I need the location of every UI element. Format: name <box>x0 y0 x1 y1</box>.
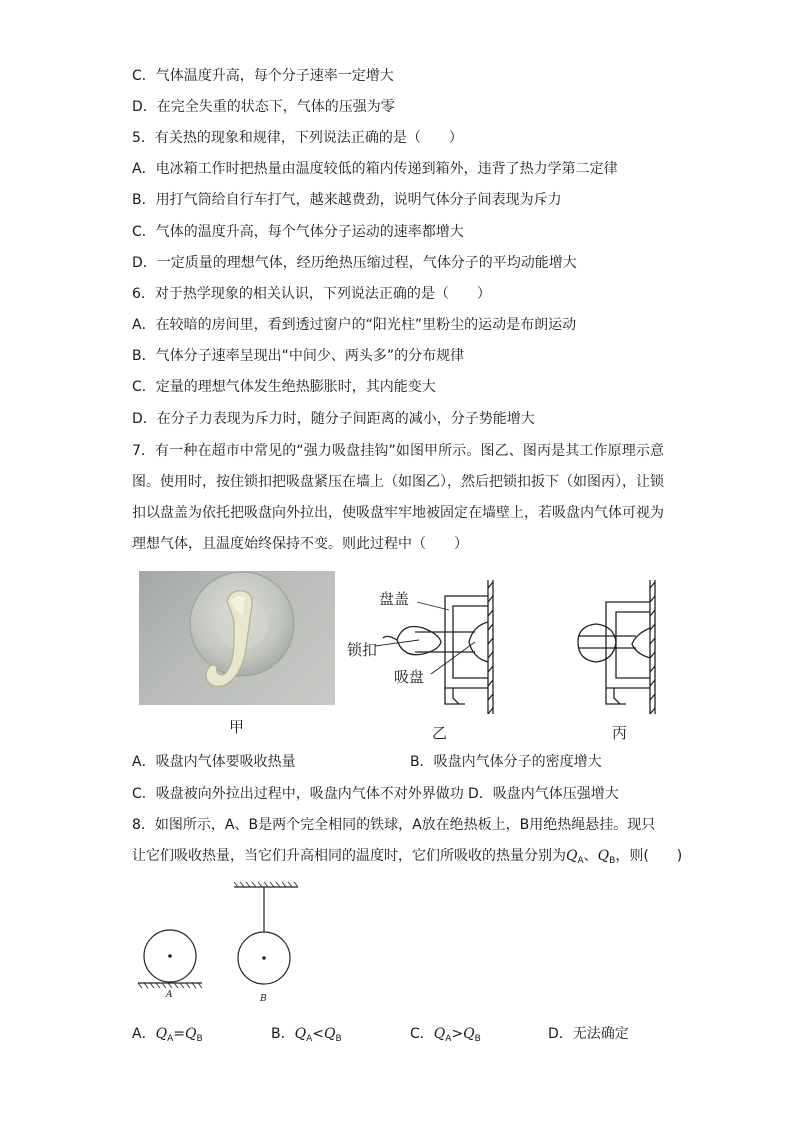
subscript-a: A <box>445 1034 452 1044</box>
separator: 、 <box>583 848 598 864</box>
question-8-stem-line2 <box>132 846 682 871</box>
q8-stem-text: 让它们吸收热量，当它们升高相同的温度时，它们所吸收的热量分别为 <box>132 848 566 864</box>
option-prefix: A． <box>132 1026 156 1042</box>
label-pan-gai: 盘盖 <box>379 590 410 608</box>
q6-option-b: B．气体分子速率呈现出“中间少、两头多”的分布规律 <box>132 348 465 364</box>
q4-option-d: D．在完全失重的状态下，气体的压强为零 <box>132 99 395 115</box>
ball-a-label: A <box>166 990 173 1000</box>
figure-bing-diagram <box>556 578 666 716</box>
subscript-b: B <box>196 1034 203 1044</box>
suction-hook-drawing <box>139 571 335 705</box>
q-symbol: Q <box>324 1026 336 1042</box>
question-7-stem: 7．有一种在超市中常见的“强力吸盘挂钩”如图甲所示。图乙、图丙是其工作原理示意图。使用时，按住锁扣把吸盘紧压在墙上（如图乙），然后把锁扣扳下（如图丙），让锁扣以盘盖为依托把吸盘向外拉出，使吸盘牢牢地被固定在墙壁上，若吸盘内气体可视为理想气体，且温度始终保持不变。则此过程中（ ） <box>132 443 664 552</box>
figure-balls-diagram <box>134 880 314 1010</box>
relation-sign: > <box>451 1026 464 1042</box>
q5-option-c: C．气体的温度升高，每个气体分子运动的速率都增大 <box>132 224 464 240</box>
subscript-b: B <box>609 856 616 866</box>
q4-option-c: C．气体温度升高，每个分子速率一定增大 <box>132 68 394 84</box>
q8-stem-end: ，则( ) <box>615 848 683 864</box>
q6-option-c: C．定量的理想气体发生绝热膨胀时，其内能变大 <box>132 379 436 395</box>
relation-sign: < <box>312 1026 324 1042</box>
subscript-b: B <box>474 1034 481 1044</box>
q-symbol: Q <box>294 1026 307 1042</box>
q-symbol: Q <box>155 1026 168 1042</box>
q8-option-c <box>410 1024 481 1049</box>
subscript-a: A <box>306 1034 313 1044</box>
label-suo-kou: 锁扣 <box>347 641 378 659</box>
question-8-stem-line1: 8．如图所示，A、B是两个完全相同的铁球，A放在绝热板上，B用绝热绳悬挂。现只 <box>132 817 656 833</box>
relation-sign: = <box>173 1026 185 1042</box>
label-xi-pan: 吸盘 <box>394 668 425 686</box>
q8-option-d: D．无法确定 <box>548 1026 629 1042</box>
q-symbol: Q <box>597 848 610 864</box>
q-symbol: Q <box>433 1026 446 1042</box>
subscript-a: A <box>167 1034 174 1044</box>
question-5-stem: 5．有关热的现象和规律，下列说法正确的是（ ） <box>132 130 463 146</box>
subscript-b: B <box>335 1034 342 1044</box>
q5-option-b: B．用打气筒给自行车打气，越来越费劲，说明气体分子间表现为斥力 <box>132 192 562 208</box>
question-6-stem: 6．对于热学现象的相关认识，下列说法正确的是（ ） <box>132 286 491 302</box>
q7-option-a: A．吸盘内气体要吸收热量 <box>132 754 296 770</box>
figure-bing-label: 丙 <box>612 724 628 742</box>
q7-option-b: B．吸盘内气体分子的密度增大 <box>410 754 602 770</box>
figure-yi-label: 乙 <box>432 724 448 742</box>
q7-option-c: C．吸盘被向外拉出过程中，吸盘内气体不对外界做功 <box>132 786 464 802</box>
q8-option-a <box>132 1024 203 1049</box>
q-symbol: Q <box>566 848 578 864</box>
q5-option-a: A．电冰箱工作时把热量由温度较低的箱内传递到箱外，违背了热力学第二定律 <box>132 161 618 177</box>
ball-b-label: B <box>260 994 267 1004</box>
q6-option-d: D．在分子力表现为斥力时，随分子间距离的减小，分子势能增大 <box>132 411 535 427</box>
q-symbol: Q <box>184 1026 197 1042</box>
q6-option-a: A．在较暗的房间里，看到透过窗户的“阳光柱”里粉尘的运动是布朗运动 <box>132 317 577 333</box>
q7-option-d: D．吸盘内气体压强增大 <box>468 786 619 802</box>
suction-hook-photo <box>139 571 335 705</box>
figure-jia-label: 甲 <box>229 718 245 736</box>
q8-option-b <box>271 1024 342 1049</box>
subscript-a: A <box>577 856 584 866</box>
q-symbol: Q <box>463 1026 475 1042</box>
option-prefix: C． <box>410 1026 434 1042</box>
q5-option-d: D．一定质量的理想气体，经历绝热压缩过程，气体分子的平均动能增大 <box>132 255 577 271</box>
option-prefix: B． <box>271 1026 295 1042</box>
